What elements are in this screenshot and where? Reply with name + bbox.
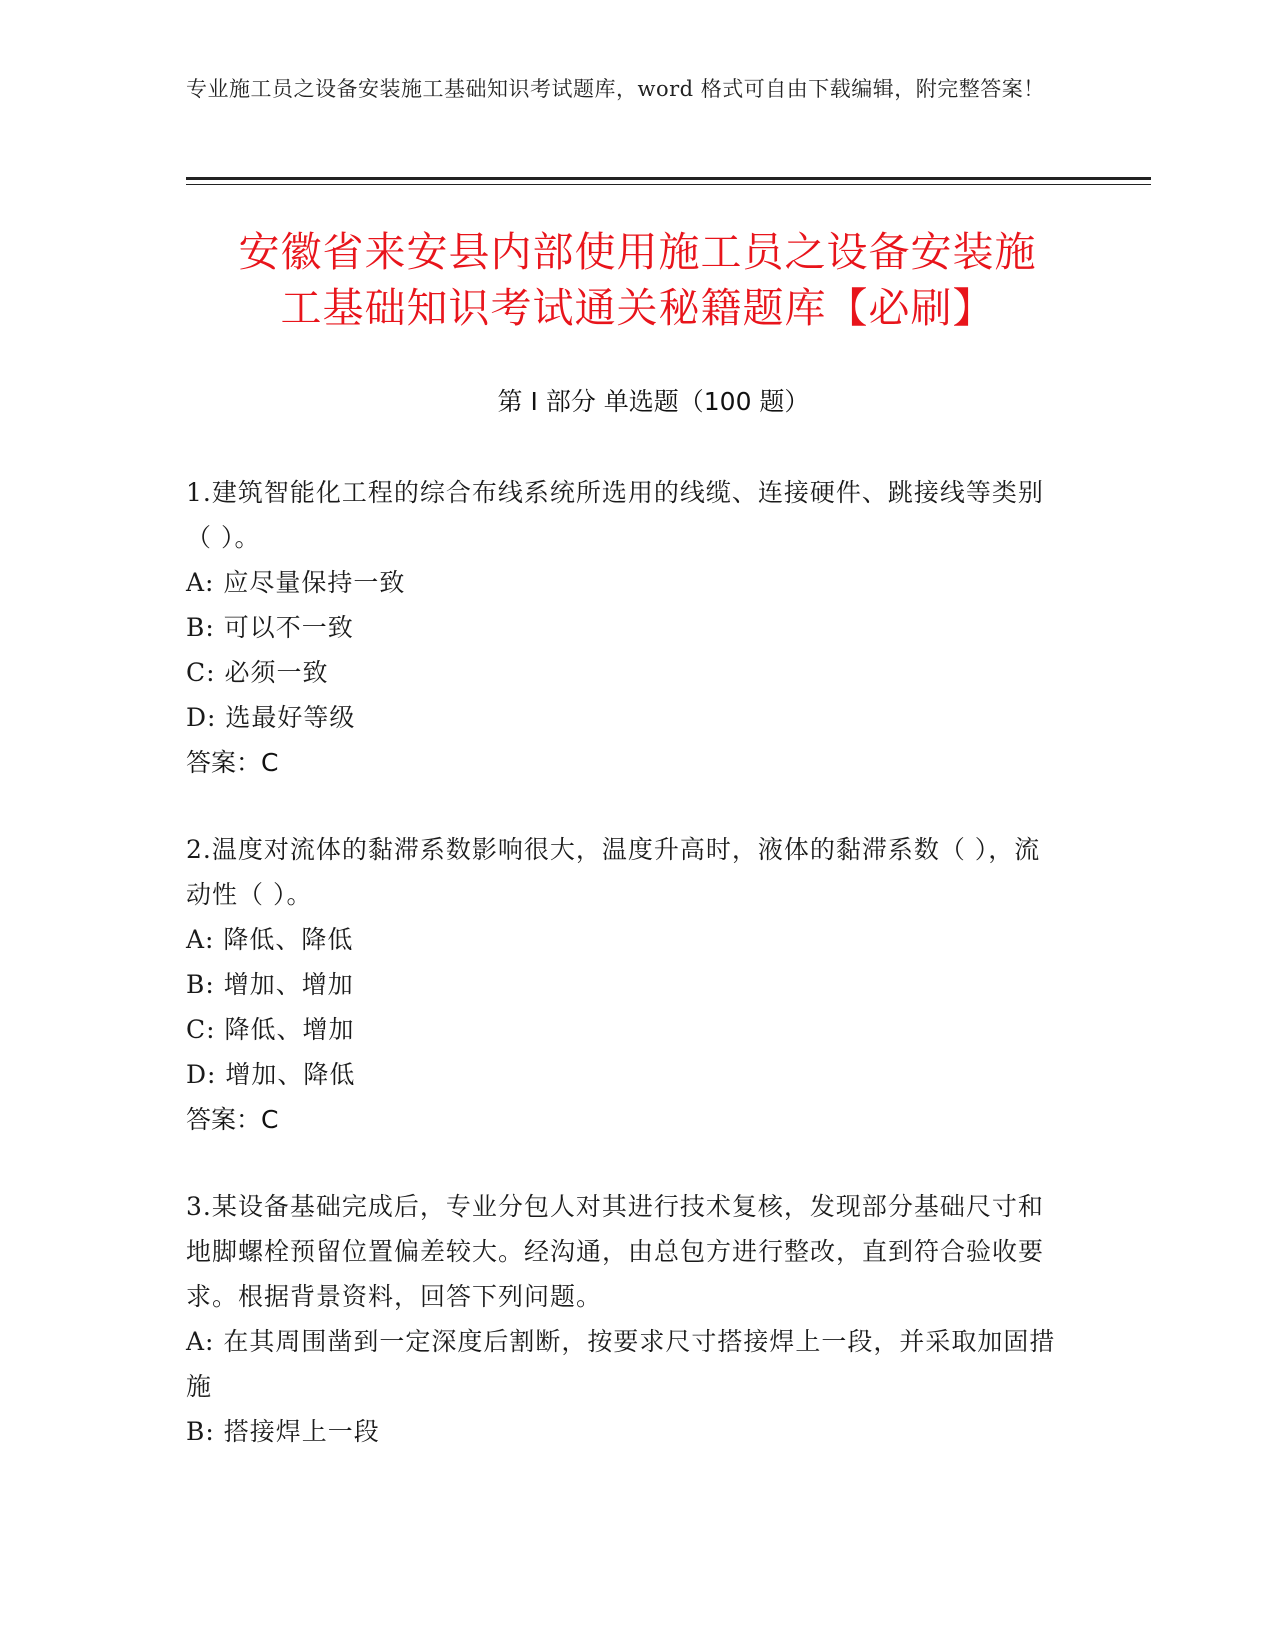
document-title-line-1: 安徽省来安县内部使用施工员之设备安装施 <box>238 228 1037 276</box>
answer-key: 答案：C <box>186 748 279 777</box>
answer-key: 答案：C <box>186 1105 279 1134</box>
option-a: A: 降低、降低 <box>186 925 354 954</box>
option-b: B: 增加、增加 <box>186 970 354 999</box>
option-a: A: 应尽量保持一致 <box>186 568 406 597</box>
option-c: C: 降低、增加 <box>186 1015 355 1044</box>
question-stem: 3.某设备基础完成后，专业分包人对其进行技术复核，发现部分基础尺寸和地脚螺栓预留位置偏差较大。经沟通，由总包方进行整改，直到符合验收要求。根据背景资料，回答下列问题。 <box>186 1192 1045 1311</box>
question-1 <box>186 470 1066 785</box>
option-d: D: 增加、降低 <box>186 1060 356 1089</box>
option-a: A: 在其周围凿到一定深度后割断，按要求尺寸搭接焊上一段，并采取加固措施 <box>186 1327 1056 1401</box>
question-list <box>186 470 1066 1496</box>
option-c: C: 必须一致 <box>186 658 329 687</box>
document-title <box>170 224 1105 336</box>
section-heading: 第 I 部分 单选题（100 题） <box>497 387 810 416</box>
header-divider-thick <box>186 177 1151 180</box>
option-b: B: 可以不一致 <box>186 613 354 642</box>
option-b: B: 搭接焊上一段 <box>186 1417 380 1446</box>
question-3 <box>186 1184 1066 1454</box>
option-d: D: 选最好等级 <box>186 703 356 732</box>
question-stem: 1.建筑智能化工程的综合布线系统所选用的线缆、连接硬件、跳接线等类别（ ）。 <box>186 478 1044 552</box>
header-note: 专业施工员之设备安装施工基础知识考试题库，word 格式可自由下载编辑，附完整答案！ <box>186 77 1045 101</box>
header-divider-thin <box>186 184 1151 185</box>
question-stem: 2.温度对流体的黏滞系数影响很大，温度升高时，液体的黏滞系数（ ），流动性（ ）。 <box>186 835 1041 909</box>
question-2 <box>186 827 1066 1142</box>
document-title-line-2: 工基础知识考试通关秘籍题库【必刷】 <box>280 284 995 332</box>
